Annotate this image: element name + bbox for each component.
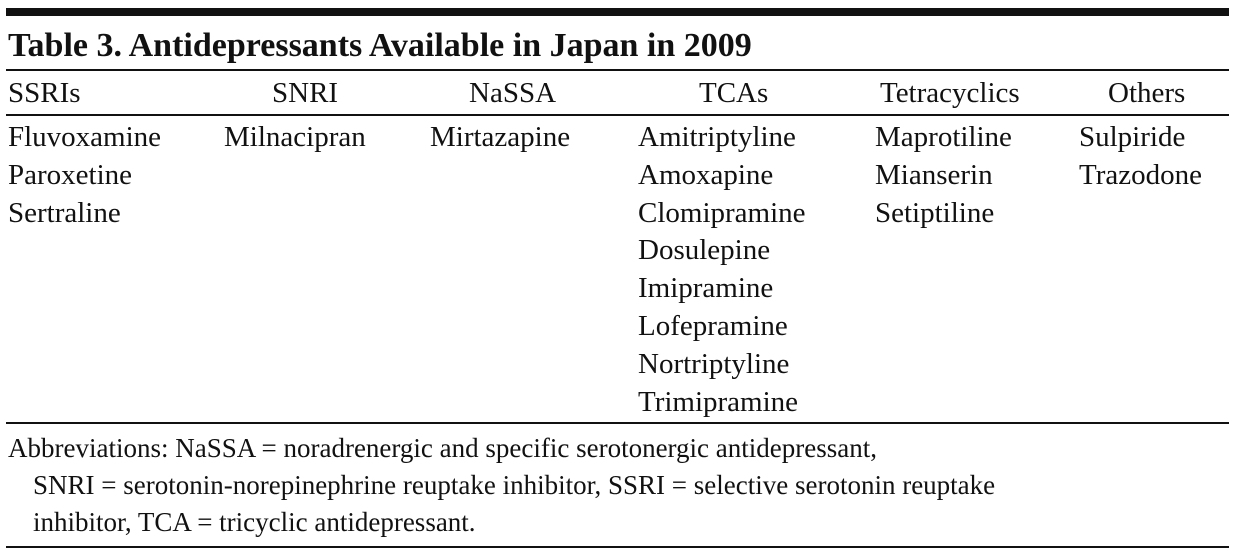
column-others [1079,119,1202,195]
drug-cell: Trazodone [1079,158,1202,191]
drug-cell: Sulpiride [1079,121,1186,153]
body-bottom-rule [6,422,1229,424]
column-nassa [430,119,570,157]
drug-cell: Clomipramine [638,196,806,229]
drug-cell: Imipramine [638,272,774,305]
top-thick-rule [6,8,1229,16]
drug-cell: Fluvoxamine [8,121,162,153]
drug-cell: Mirtazapine [430,121,571,153]
column-ssris [8,119,161,232]
column-header-ssris: SSRIs [8,77,81,109]
column-snri [224,119,366,157]
footnote-line: inhibitor, TCA = tricyclic antidepressant. [33,507,476,537]
column-tcas [638,119,806,421]
column-header-tetracyclics: Tetracyclics [880,77,1020,109]
drug-cell: Nortriptyline [638,347,790,380]
drug-cell: Sertraline [8,196,121,229]
drug-cell: Lofepramine [638,309,788,342]
footnote-line: Abbreviations: NaSSA = noradrenergic and specific serotonergic antidepressant, [8,433,877,463]
header-bottom-rule [6,114,1229,116]
drug-cell: Maprotiline [875,121,1012,153]
column-header-nassa: NaSSA [469,77,557,109]
column-tetracyclics [875,119,1012,232]
drug-cell: Paroxetine [8,158,133,191]
header-top-rule [6,69,1229,71]
column-header-snri: SNRI [272,77,339,109]
drug-cell: Mianserin [875,158,993,191]
drug-cell: Amoxapine [638,158,774,191]
column-header-tcas: TCAs [699,77,769,109]
drug-cell: Milnacipran [224,121,366,153]
drug-cell: Dosulepine [638,234,771,267]
drug-cell: Trimipramine [638,385,799,418]
abbreviations-footnote [8,430,1223,541]
table-bottom-rule [6,546,1229,548]
drug-cell: Setiptiline [875,196,995,229]
table-title: Table 3. Antidepressants Available in Japan in 2009 [8,27,752,64]
drug-cell: Amitriptyline [638,121,796,153]
column-header-others: Others [1108,77,1186,109]
footnote-line: SNRI = serotonin-norepinephrine reuptake inhibitor, SSRI = selective serotonin reuptake [33,470,996,500]
